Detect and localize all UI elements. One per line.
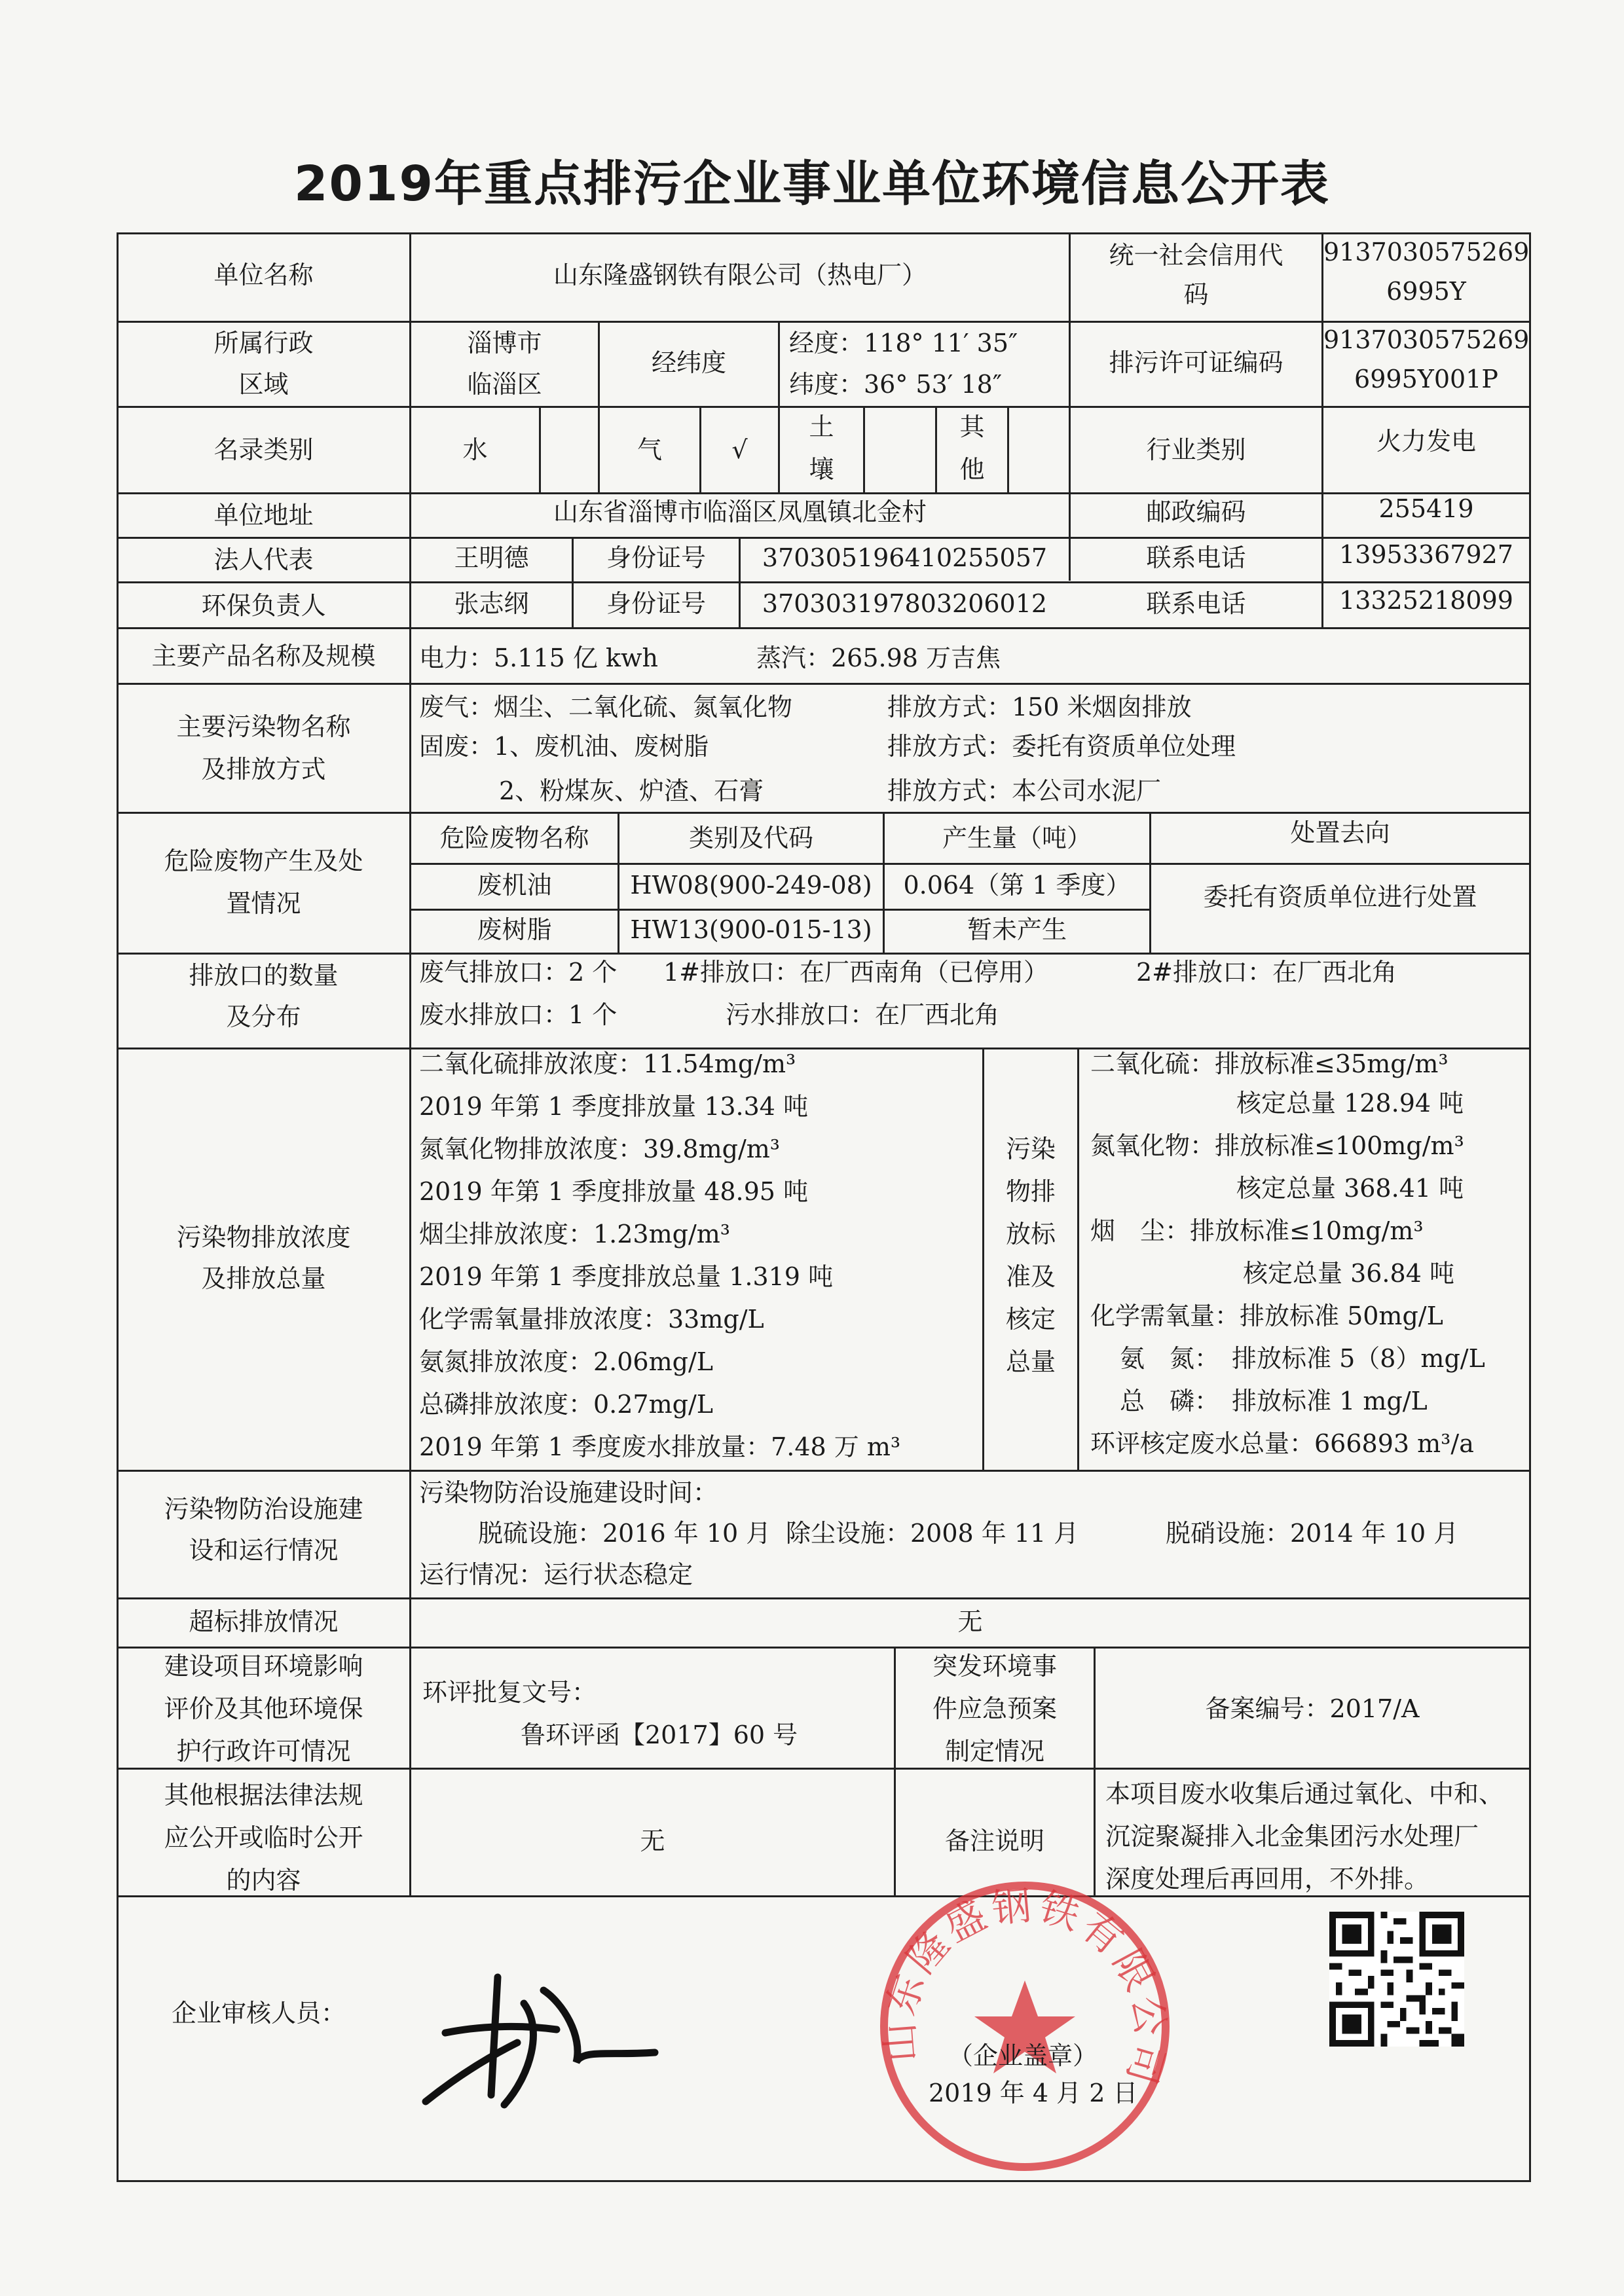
outlet-gas-2: 2#排放口：在厂西北角 — [1136, 958, 1397, 987]
pollutant-line: 2、粉煤灰、炉渣、石膏 — [499, 776, 764, 805]
outlets-label: 及分布 — [226, 1002, 301, 1031]
unit-name-label: 单位名称 — [213, 261, 314, 289]
hazardous-row-name: 废树脂 — [477, 915, 552, 944]
pollutant-line: 排放方式：本公司水泥厂 — [887, 776, 1162, 805]
hazardous-row-amount: 0.064（第 1 季度） — [903, 871, 1131, 900]
other-value: 无 — [640, 1827, 665, 1855]
catalog-air-check: √ — [731, 435, 748, 464]
pollutant-line: 废气：烟尘、二氧化硫、氮氧化物 — [419, 693, 793, 721]
other-label: 其他根据法律法规 — [164, 1781, 363, 1810]
emission-right: 氮氧化物：排放标准≤100mg/m³ — [1090, 1131, 1464, 1160]
emission-left: 氮氧化物排放浓度：39.8mg/m³ — [419, 1135, 781, 1163]
hazardous-header: 危险废物名称 — [439, 824, 589, 852]
emission-left: 氨氮排放浓度：2.06mg/L — [419, 1347, 714, 1376]
grid-line — [117, 1597, 1531, 1599]
hazardous-row-code: HW08(900-249-08) — [630, 871, 872, 900]
legal-rep-id: 370305196410255057 — [762, 543, 1048, 572]
pollutants-label: 主要污染物名称 — [176, 712, 351, 741]
grid-line — [598, 321, 600, 492]
emission-right: 环评核定废水总量：666893 m³/a — [1090, 1429, 1474, 1458]
env-manager-id-label: 身份证号 — [606, 589, 706, 618]
emission-left: 2019 年第 1 季度排放总量 1.319 吨 — [419, 1262, 834, 1291]
hazardous-header: 处置去向 — [1290, 818, 1390, 847]
region-label: 区域 — [238, 370, 289, 399]
grid-line — [117, 627, 1531, 629]
env-manager-name: 张志纲 — [454, 589, 529, 618]
emission-right: 化学需氧量：排放标准 50mg/L — [1090, 1302, 1443, 1330]
catalog-other: 他 — [959, 455, 985, 484]
hazardous-header: 产生量（吨） — [942, 824, 1092, 852]
outlets-label: 排放口的数量 — [189, 961, 339, 990]
env-manager-id: 370303197803206012 — [762, 589, 1048, 618]
reviewer-label: 企业审核人员： — [172, 1999, 346, 2028]
pollutant-line: 固废：1、废机油、废树脂 — [419, 732, 709, 761]
catalog-water: 水 — [462, 435, 488, 464]
grid-line — [409, 232, 411, 1897]
emission-right: 总 磷： 排放标准 1 mg/L — [1120, 1387, 1428, 1415]
products-steam: 蒸汽：265.98 万吉焦 — [756, 644, 1001, 672]
hazardous-label: 置情况 — [226, 889, 301, 918]
pollutants-label: 及排放方式 — [201, 755, 326, 784]
other-label: 应公开或临时公开 — [164, 1823, 363, 1852]
catalog-soil: 土 — [809, 412, 834, 441]
outlet-gas-1: 1#排放口：在厂西南角（已停用） — [663, 958, 1049, 987]
unit-name-value: 山东隆盛钢铁有限公司（热电厂） — [553, 261, 927, 289]
emission-standard-label: 总量 — [1005, 1347, 1056, 1376]
grid-line — [117, 537, 1531, 539]
postal-value: 255419 — [1378, 494, 1474, 523]
signature — [419, 1964, 668, 2121]
grid-line — [117, 581, 1531, 583]
emission-right: 核定总量 128.94 吨 — [1236, 1089, 1464, 1118]
emission-right: 氨 氮： 排放标准 5（8）mg/L — [1120, 1344, 1485, 1373]
emergency-label: 制定情况 — [944, 1737, 1044, 1766]
catalog-label: 名录类别 — [213, 435, 314, 464]
region-value: 淄博市 — [467, 329, 542, 357]
hazardous-row-name: 废机油 — [477, 871, 552, 900]
legal-rep-name: 王明德 — [454, 543, 529, 572]
env-manager-phone: 13325218099 — [1339, 586, 1513, 615]
credit-code-label: 统一社会信用代 — [1109, 241, 1283, 270]
legal-rep-phone: 13953367927 — [1339, 540, 1513, 569]
pollutant-line: 排放方式：委托有资质单位处理 — [887, 732, 1236, 761]
grid-line — [1094, 1647, 1096, 1895]
address-value: 山东省淄博市临淄区凤凰镇北金村 — [553, 498, 927, 526]
grid-line — [863, 406, 865, 492]
eia-approval-label: 环评批复文号： — [422, 1678, 597, 1707]
seal-text: 山东隆盛钢铁有限公司 — [876, 1882, 1174, 2093]
emission-standard-label: 物排 — [1005, 1177, 1056, 1206]
facilities-dust: 除尘设施：2008 年 11 月 — [786, 1519, 1079, 1548]
grid-line — [117, 953, 1531, 955]
emission-right: 核定总量 368.41 吨 — [1236, 1174, 1464, 1203]
hazardous-label: 危险废物产生及处 — [164, 847, 363, 875]
credit-code-value: 6995Y — [1386, 277, 1466, 306]
grid-line — [117, 406, 1531, 408]
grid-line — [539, 406, 541, 492]
outlet-water-count: 废水排放口：1 个 — [419, 1000, 618, 1029]
grid-line — [1529, 232, 1531, 2182]
remark-text: 深度处理后再回用，不外排。 — [1105, 1865, 1430, 1893]
grid-line — [117, 812, 1531, 814]
catalog-soil: 壤 — [809, 455, 834, 484]
legal-rep-label: 法人代表 — [213, 545, 314, 574]
emission-left: 烟尘排放浓度：1.23mg/m³ — [419, 1220, 731, 1248]
legal-rep-phone-label: 联系电话 — [1146, 543, 1246, 572]
excess-value: 无 — [957, 1607, 983, 1636]
grid-line — [117, 2180, 1531, 2182]
hazardous-row-code: HW13(900-015-13) — [630, 915, 872, 944]
emergency-label: 突发环境事 — [932, 1652, 1057, 1681]
industry-value: 火力发电 — [1376, 427, 1476, 456]
emergency-record: 备案编号：2017/A — [1205, 1694, 1420, 1723]
facilities-desulf: 脱硫设施：2016 年 10 月 — [478, 1519, 771, 1548]
grid-line — [117, 1647, 1531, 1649]
stamp-label: （企业盖章） — [948, 2041, 1098, 2070]
grid-line — [411, 909, 1151, 911]
company-seal — [871, 1872, 1179, 2180]
remark-text: 本项目废水收集后通过氧化、中和、 — [1105, 1779, 1504, 1808]
facilities-label: 设和运行情况 — [189, 1536, 339, 1565]
eia-label: 护行政许可情况 — [176, 1737, 351, 1766]
facilities-denitr: 脱硝设施：2014 年 10 月 — [1166, 1519, 1459, 1548]
catalog-air: 气 — [637, 435, 662, 464]
credit-code-value: 9137030575269 — [1323, 238, 1530, 266]
outlet-water-1: 污水排放口：在厂西北角 — [726, 1000, 1000, 1029]
excess-label: 超标排放情况 — [189, 1607, 339, 1636]
review-date: 2019 年 4 月 2 日 — [929, 2079, 1138, 2107]
env-manager-phone-label: 联系电话 — [1146, 589, 1246, 618]
grid-line — [117, 232, 1531, 234]
emission-standard-label: 核定 — [1005, 1305, 1056, 1334]
emission-left: 总磷排放浓度：0.27mg/L — [419, 1390, 714, 1419]
pollutant-line: 排放方式：150 米烟囱排放 — [887, 693, 1192, 721]
emission-right: 二氧化硫：排放标准≤35mg/m³ — [1090, 1049, 1449, 1078]
emissions-label: 污染物排放浓度 — [176, 1223, 351, 1252]
hazardous-disposal: 委托有资质单位进行处置 — [1203, 883, 1477, 911]
region-label: 所属行政 — [213, 329, 314, 357]
facilities-label: 污染物防治设施建 — [164, 1495, 363, 1523]
emission-standard-label: 放标 — [1005, 1220, 1056, 1248]
emission-right: 核定总量 36.84 吨 — [1243, 1259, 1454, 1288]
grid-line — [982, 1048, 984, 1470]
emission-standard-label: 污染 — [1005, 1135, 1056, 1163]
industry-label: 行业类别 — [1146, 435, 1246, 464]
remark-text: 沉淀聚凝排入北金集团污水处理厂 — [1105, 1822, 1479, 1851]
products-label: 主要产品名称及规模 — [151, 642, 376, 670]
grid-line — [117, 1768, 1531, 1770]
eia-label: 评价及其他环境保 — [164, 1694, 363, 1723]
qr-code — [1329, 1912, 1464, 2047]
emission-left: 2019 年第 1 季度排放量 13.34 吨 — [419, 1092, 809, 1121]
longitude: 经度：118° 11′ 35″ — [789, 329, 1018, 357]
hazardous-header: 类别及代码 — [688, 824, 813, 852]
eia-approval-value: 鲁环评函【2017】60 号 — [521, 1721, 798, 1749]
emission-left: 二氧化硫排放浓度：11.54mg/m³ — [419, 1049, 796, 1078]
other-label: 的内容 — [226, 1866, 301, 1895]
hazardous-row-amount: 暂未产生 — [967, 915, 1067, 944]
remark-label: 备注说明 — [944, 1827, 1044, 1855]
latitude: 纬度：36° 53′ 18″ — [789, 370, 1003, 399]
facilities-line: 污染物防治设施建设时间： — [419, 1478, 718, 1507]
eia-label: 建设项目环境影响 — [164, 1652, 363, 1681]
grid-line — [1007, 406, 1009, 492]
outlet-gas-count: 废气排放口：2 个 — [419, 958, 618, 987]
catalog-other: 其 — [959, 412, 985, 441]
facilities-status: 运行情况：运行状态稳定 — [419, 1560, 693, 1589]
region-value: 临淄区 — [467, 370, 542, 399]
env-manager-label: 环保负责人 — [201, 591, 326, 620]
permit-value: 9137030575269 — [1323, 325, 1530, 354]
coordinates-label: 经纬度 — [651, 348, 726, 377]
emission-left: 2019 年第 1 季度排放量 48.95 吨 — [419, 1177, 809, 1206]
products-power: 电力：5.115 亿 kwh — [419, 644, 658, 672]
grid-line — [411, 863, 1531, 865]
postal-label: 邮政编码 — [1146, 498, 1246, 526]
emissions-label: 及排放总量 — [201, 1264, 326, 1293]
page-title: 2019年重点排污企业事业单位环境信息公开表 — [294, 156, 1330, 212]
legal-rep-id-label: 身份证号 — [606, 543, 706, 572]
address-label: 单位地址 — [213, 501, 314, 530]
grid-line — [117, 321, 1531, 323]
grid-line — [117, 492, 1531, 494]
emission-left: 2019 年第 1 季度废水排放量：7.48 万 m³ — [419, 1432, 901, 1461]
emergency-label: 件应急预案 — [932, 1694, 1057, 1723]
emission-standard-label: 准及 — [1005, 1262, 1056, 1291]
credit-code-label: 码 — [1183, 280, 1209, 309]
permit-value: 6995Y001P — [1354, 365, 1498, 393]
emission-right: 烟 尘：排放标准≤10mg/m³ — [1090, 1216, 1424, 1245]
grid-line — [117, 683, 1531, 685]
emission-left: 化学需氧量排放浓度：33mg/L — [419, 1305, 764, 1334]
grid-line — [117, 1470, 1531, 1472]
grid-line — [1077, 1048, 1079, 1470]
permit-label: 排污许可证编码 — [1109, 348, 1283, 377]
grid-line — [894, 1647, 896, 1895]
